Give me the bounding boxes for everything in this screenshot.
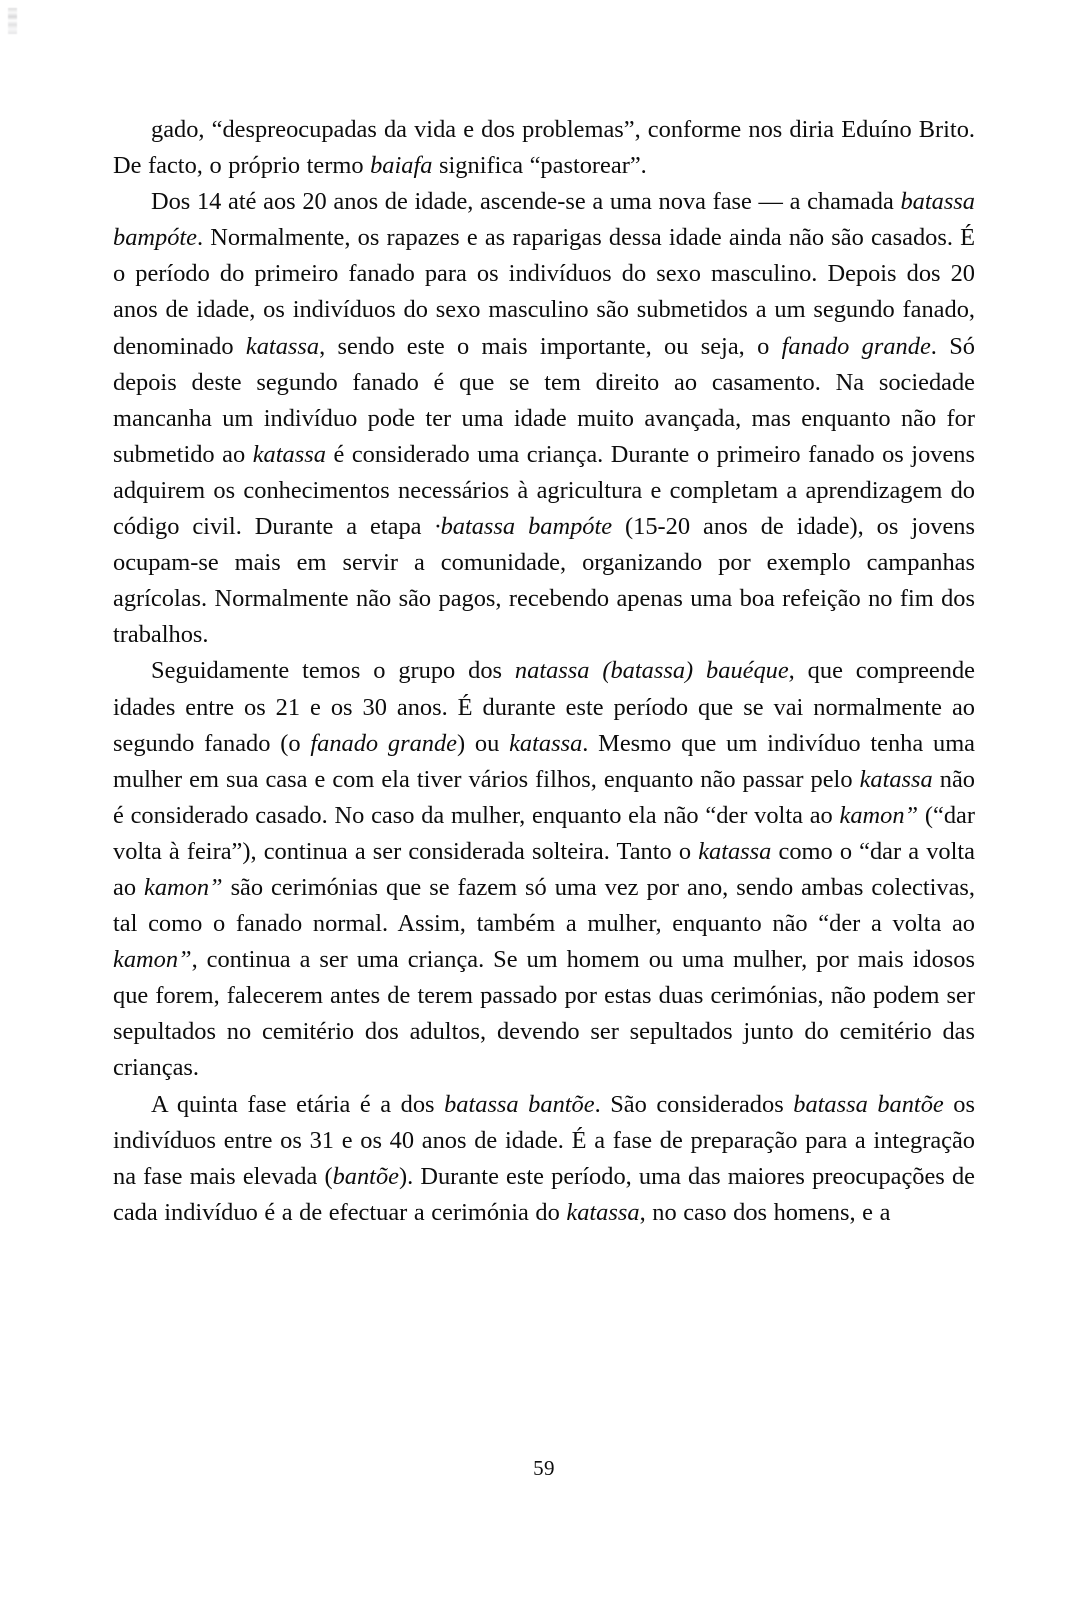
text-run: são cerimónias que se fazem só uma vez por ano, sendo ambas colectivas, tal como o fanado normal. Assim, também a mulher, enquanto não “der a volta ao [113, 873, 976, 938]
page-number: 59 [533, 1456, 555, 1480]
italic-term: katassa [509, 729, 583, 757]
text-run: ). Durante este período, uma das maiores preocupações de cada indivíduo é a de efectuar a cerimónia do [113, 1162, 975, 1226]
body-paragraph [113, 653, 975, 1086]
text-run: . Mesmo que um indivíduo tenha uma mulher em sua casa e com ela tiver vários filhos, enquanto não passar pelo [113, 729, 975, 793]
italic-term: batassa bampóte [113, 188, 975, 252]
text-run: que compreende idades entre os 21 e os 30 anos. É durante este período que se vai normalmente ao segundo fanado (o [113, 657, 975, 757]
text-run: Dos 14 até aos 20 anos de idade, ascende-se a uma nova fase — a chamada [151, 188, 901, 216]
italic-term: batassa bantõe [444, 1090, 595, 1118]
text-run: , continua a ser uma criança. Se um homem ou uma mulher, por mais idosos que forem, falecerem antes de terem passado por estas duas cerimónias, não podem ser sepultados no cemitério dos adultos, devendo ser sepultados junto do cemitério das crianças. [113, 946, 975, 1082]
italic-term: bantõe [332, 1162, 399, 1190]
text-run: A quinta fase etária é a dos [151, 1090, 445, 1118]
italic-term: ·batassa bampóte [434, 513, 613, 541]
scan-artifact [8, 8, 17, 34]
text-run: gado, “despreocupadas da vida e dos problemas”, conforme nos diria Eduíno Brito. De facto, o próprio termo [113, 116, 975, 180]
italic-term: kamon” [113, 946, 192, 974]
italic-term: katassa [245, 332, 320, 360]
italic-term: katassa [252, 440, 326, 468]
body-paragraph [113, 112, 975, 184]
italic-term: katassa [859, 765, 933, 793]
text-run: não é considerado casado. No caso da mulher, enquanto ela não “der volta ao [113, 765, 975, 829]
text-run: , sendo este o mais importante, ou seja, o [319, 332, 782, 360]
body-paragraph [113, 1087, 975, 1231]
text-run: é considerado uma criança. Durante o primeiro fanado os jovens adquirem os conhecimentos necessários à agricultura e completam a aprendizagem do código civil. Durante a etapa [113, 440, 975, 541]
italic-term: natassa (batassa) bauéque, [514, 657, 795, 685]
italic-term: baiafa [370, 152, 433, 180]
text-run: , no caso dos homens, e a [639, 1198, 891, 1226]
text-run: . Normalmente, os rapazes e as raparigas dessa idade ainda não são casados. É o período do primeiro fanado para os indivíduos do sexo masculino. Depois dos 20 anos de idade, os indivíduos do sexo masculino são submetidos a um segundo fanado, denominado [113, 224, 975, 360]
text-run: como o “dar a volta ao [113, 837, 975, 901]
text-run: (15-20 anos de idade), os jovens ocupam-se mais em servir a comunidade, organizando por exemplo campanhas agrícolas. Normalmente não são pagos, recebendo apenas uma boa refeição no fim dos trabalhos. [113, 513, 975, 649]
italic-term: fanado grande [310, 729, 457, 757]
italic-term: kamon” [144, 873, 223, 901]
body-paragraph [113, 184, 975, 653]
text-run: Seguidamente temos o grupo dos [151, 657, 515, 685]
text-run: (“dar volta à feira”), continua a ser considerada solteira. Tanto o [113, 801, 975, 865]
text-run: significa “pastorear”. [432, 152, 647, 180]
text-run: ) ou [457, 729, 510, 757]
italic-term: batassa bantõe [793, 1090, 944, 1118]
italic-term: kamon” [839, 801, 919, 829]
page-body-text [113, 112, 975, 1231]
text-run: . São considerados [594, 1090, 794, 1118]
text-run: os indivíduos entre os 31 e os 40 anos de idade. É a fase de preparação para a integração na fase mais elevada ( [113, 1090, 975, 1190]
italic-term: katassa [566, 1198, 640, 1226]
italic-term: katassa [698, 837, 772, 865]
italic-term: fanado grande [781, 332, 931, 360]
text-run: . Só depois deste segundo fanado é que se tem direito ao casamento. Na sociedade mancanha um indivíduo pode ter uma idade muito avançada, mas enquanto não for submetido ao [113, 332, 975, 468]
